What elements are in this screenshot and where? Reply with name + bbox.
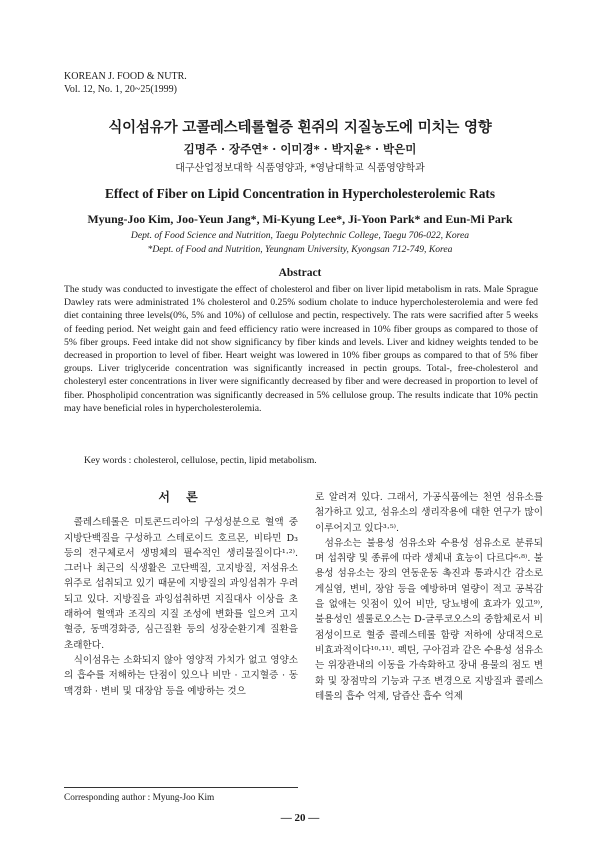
abstract-body bbox=[64, 283, 538, 415]
abstract-text: The study was conducted to investigate the effect of cholesterol and fiber on liver lipid metabolism in rats. Male Sprague Dawley rats were administrated 1% cholesterol and 0.25% sodium cholate to induce hypercholesterolemia and were fed diet containing three levels(0%, 5% and 10%) of cellulose and pectin, respectively. The rats were sacrified after 5 weeks of feeding period. Net weight gain and feed efficiency ratio were increased in 10% fiber groups as compared to those of 5% fiber groups. Feed intake did not show significancy by fiber kinds and levels. Liver and kidney weights tended to be decreased in proportion to level of fiber. Heart weight was lowered in 10% fiber groups as compared to that of 5% fiber groups. Liver triglyceride concentration was significantly increased in pectin groups. Total-, free-cholesterol and cholesteryl ester concentrations in liver were significantly decreased by fiber and were decreased in proportion to level of fiber. Phospholipid concentration was significantly decreased in 5% cellulose group. The results indicate that 10% pectin may have beneficial roles in hypercholesterolemia. bbox=[64, 284, 538, 414]
journal-name: KOREAN J. FOOD & NUTR. bbox=[64, 71, 187, 82]
abstract-heading: Abstract bbox=[278, 267, 322, 279]
journal-header bbox=[64, 70, 187, 96]
body-left-column bbox=[64, 490, 298, 699]
english-title: Effect of Fiber on Lipid Concentration in Hypercholesterolemic Rats bbox=[105, 186, 495, 201]
english-affiliation-2: *Dept. of Food and Nutrition, Yeungnam University, Kyongsan 712-749, Korea bbox=[147, 244, 453, 255]
korean-affiliation: 대구산업정보대학 식품영양과, *영남대학교 식품영양학과 bbox=[175, 163, 425, 174]
keywords: Key words : cholesterol, cellulose, pectin, lipid metabolism. bbox=[84, 455, 317, 466]
korean-title: 식이섬유가 고콜레스테롤혈증 흰쥐의 지질농도에 미치는 영향 bbox=[108, 119, 492, 136]
korean-authors: 김명주 · 장주연* · 이미경* · 박지윤* · 박은미 bbox=[183, 142, 417, 156]
corresponding-author-note: Corresponding author : Myung-Joo Kim bbox=[64, 793, 215, 803]
left-paragraph-1: 콜레스테롤은 미토콘드리아의 구성성분으로 혈액 중 지방단백질을 구성하고 스테로이드 호르몬, 비타민 D₃ 등의 전구체로서 생명체의 필수적인 생리물질이다¹·²⁾. 그러나 최근의 식생활은 고단백질, 고지방질, 저섬유소 위주로 섭취되고 있기 때문에 지방질의 과잉섭취가 우려되고 있다. 지방질을 과잉섭취하면 지질대사 이상을 초래하여 혈액과 조직의 지질 조성에 변화를 일으켜 고지혈증, 동맥경화증, 심근질환 등의 성장순환기계 질환을 초래한다. bbox=[64, 517, 298, 651]
section-heading: 서 론 bbox=[158, 490, 204, 504]
english-authors: Myung-Joo Kim, Joo-Yeun Jang*, Mi-Kyung Lee*, Ji-Yoon Park* and Eun-Mi Park bbox=[87, 212, 513, 226]
right-paragraph-1: 로 알려져 있다. 그래서, 가공식품에는 천연 섬유소를 첨가하고 있고, 섬유소의 생리작용에 대한 연구가 많이 이루어지고 있다³·⁵⁾. bbox=[315, 492, 543, 534]
page-number: — 20 — bbox=[280, 812, 320, 824]
right-paragraph-2: 섬유소는 불용성 섬유소와 수용성 섬유소로 분류되며 섭취량 및 종류에 따라 생체내 효능이 다르다⁶·⁸⁾. 불용성 섬유소는 장의 연동운동 촉진과 통과시간 감소로 게실염, 변비, 장암 등을 예방하며 열량이 적고 공복감을 없애는 잇점이 있어 비만, 당뇨병에 효과가 있고⁹⁾, 불용성인 셀룰로오스는 D-글루코오스의 중합체로서 비점성이므로 혈중 콜레스테롤 함량 저하에 상대적으로 비효과적이다¹⁰·¹¹⁾. 펙틴, 구아검과 같은 수용성 섬유소는 위장관내의 이동을 가속화하고 장내 용물의 점도 변화 및 장점막의 기능과 구조 변경으로 지방질과 콜레스테롤의 흡수 억제, 담즙산 흡수 억제 bbox=[315, 537, 543, 702]
body-right-column bbox=[315, 490, 543, 704]
journal-volume: Vol. 12, No. 1, 20~25(1999) bbox=[64, 84, 178, 95]
english-affiliation-1: Dept. of Food Science and Nutrition, Taegu Polytechnic College, Taegu 706-022, Korea bbox=[130, 230, 470, 241]
left-paragraph-2: 식이섬유는 소화되지 않아 영양적 가치가 없고 영양소의 흡수를 저해하는 단점이 있으나 비만 · 고지혈증 · 동맥경화 · 변비 및 대장암 등을 예방하는 것으 bbox=[64, 654, 298, 697]
footnote-divider bbox=[64, 787, 298, 788]
